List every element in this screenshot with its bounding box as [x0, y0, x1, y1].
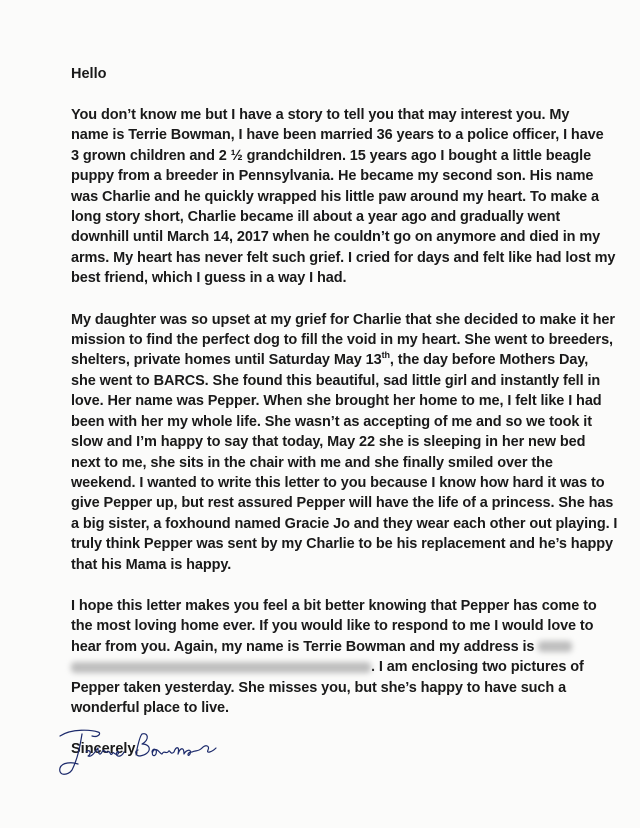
text-line: truly think Pepper was sent by my Charlie to be his replacement and he’s happy: [71, 536, 614, 553]
paragraph-2: [71, 310, 618, 575]
text-line: the most loving home ever. If you would like to respond to me I would love to: [71, 618, 594, 635]
text-line: love. Her name was Pepper. When she brought her home to me, I felt like I had: [71, 393, 602, 410]
text-line: You don’t know me but I have a story to tell you that may interest you. My: [71, 107, 570, 123]
text-line: best friend, which I guess in a way I had.: [71, 270, 347, 287]
text-line: 3 grown children and 2 ½ grandchildren. 15 years ago I bought a little beagle: [71, 147, 592, 164]
handwritten-signature: [52, 724, 232, 784]
text-line: My daughter was so upset at my grief for Charlie that she decided to make it her: [71, 311, 615, 328]
text-line: [71, 637, 594, 657]
text-line: arms. My heart has never felt such grief. I cried for days and felt like had lost my: [71, 249, 616, 266]
text-line: been with her my whole life. She wasn’t as accepting of me and so we took it: [71, 413, 592, 430]
text-line: Pepper taken yesterday. She misses you, but she’s happy to have such a: [71, 679, 567, 696]
closing: Sincerely,: [71, 741, 139, 758]
text-line: [71, 657, 594, 677]
text-segment: . I am enclosing two pictures of: [371, 659, 584, 676]
redacted-address-block: [538, 641, 572, 652]
text-line: [71, 350, 594, 370]
text-line: weekend. I wanted to write this letter to you because I know how hard it was to: [71, 474, 605, 491]
text-line: a big sister, a foxhound named Gracie Jo and they wear each other out playing. I: [71, 515, 618, 532]
text-line: slow and I’m happy to say that today, May 22 she is sleeping in her new bed: [71, 434, 586, 451]
text-line: next to me, she sits in the chair with me and she finally smiled over the: [71, 454, 553, 471]
text-line: mission to find the perfect dog to fill the void in my heart. She went to breeders,: [71, 332, 613, 349]
text-line: puppy from a breeder in Pennsylvania. He became my second son. His name: [71, 168, 594, 185]
text-line: I hope this letter makes you feel a bit better knowing that Pepper has come to: [71, 597, 597, 614]
paragraph-1: [71, 105, 616, 289]
text-segment: , the day before Mothers Day,: [389, 352, 589, 369]
text-line: she went to BARCS. She found this beautiful, sad little girl and instantly fell in: [71, 372, 601, 389]
text-line: long story short, Charlie became ill about a year ago and gradually went: [71, 209, 561, 226]
paragraph-3: [71, 596, 597, 718]
ordinal-suffix: th: [381, 350, 390, 361]
text-line: give Pepper up, but rest assured Pepper will have the life of a princess. She has: [71, 495, 614, 512]
text-line: was Charlie and he quickly wrapped his little paw around my heart. To make a: [71, 188, 599, 205]
text-line: name is Terrie Bowman, I have been married 36 years to a police officer, I have: [71, 127, 604, 144]
text-line: that his Mama is happy.: [71, 556, 232, 573]
redacted-address-block: [71, 662, 371, 673]
greeting: Hello: [71, 66, 107, 82]
text-line: wonderful place to live.: [71, 699, 229, 716]
text-segment: shelters, private homes until Saturday May 13: [71, 352, 382, 369]
text-line: downhill until March 14, 2017 when he couldn’t go on anymore and died in my: [71, 229, 601, 246]
text-segment: hear from you. Again, my name is Terrie Bowman and my address is: [71, 638, 535, 655]
